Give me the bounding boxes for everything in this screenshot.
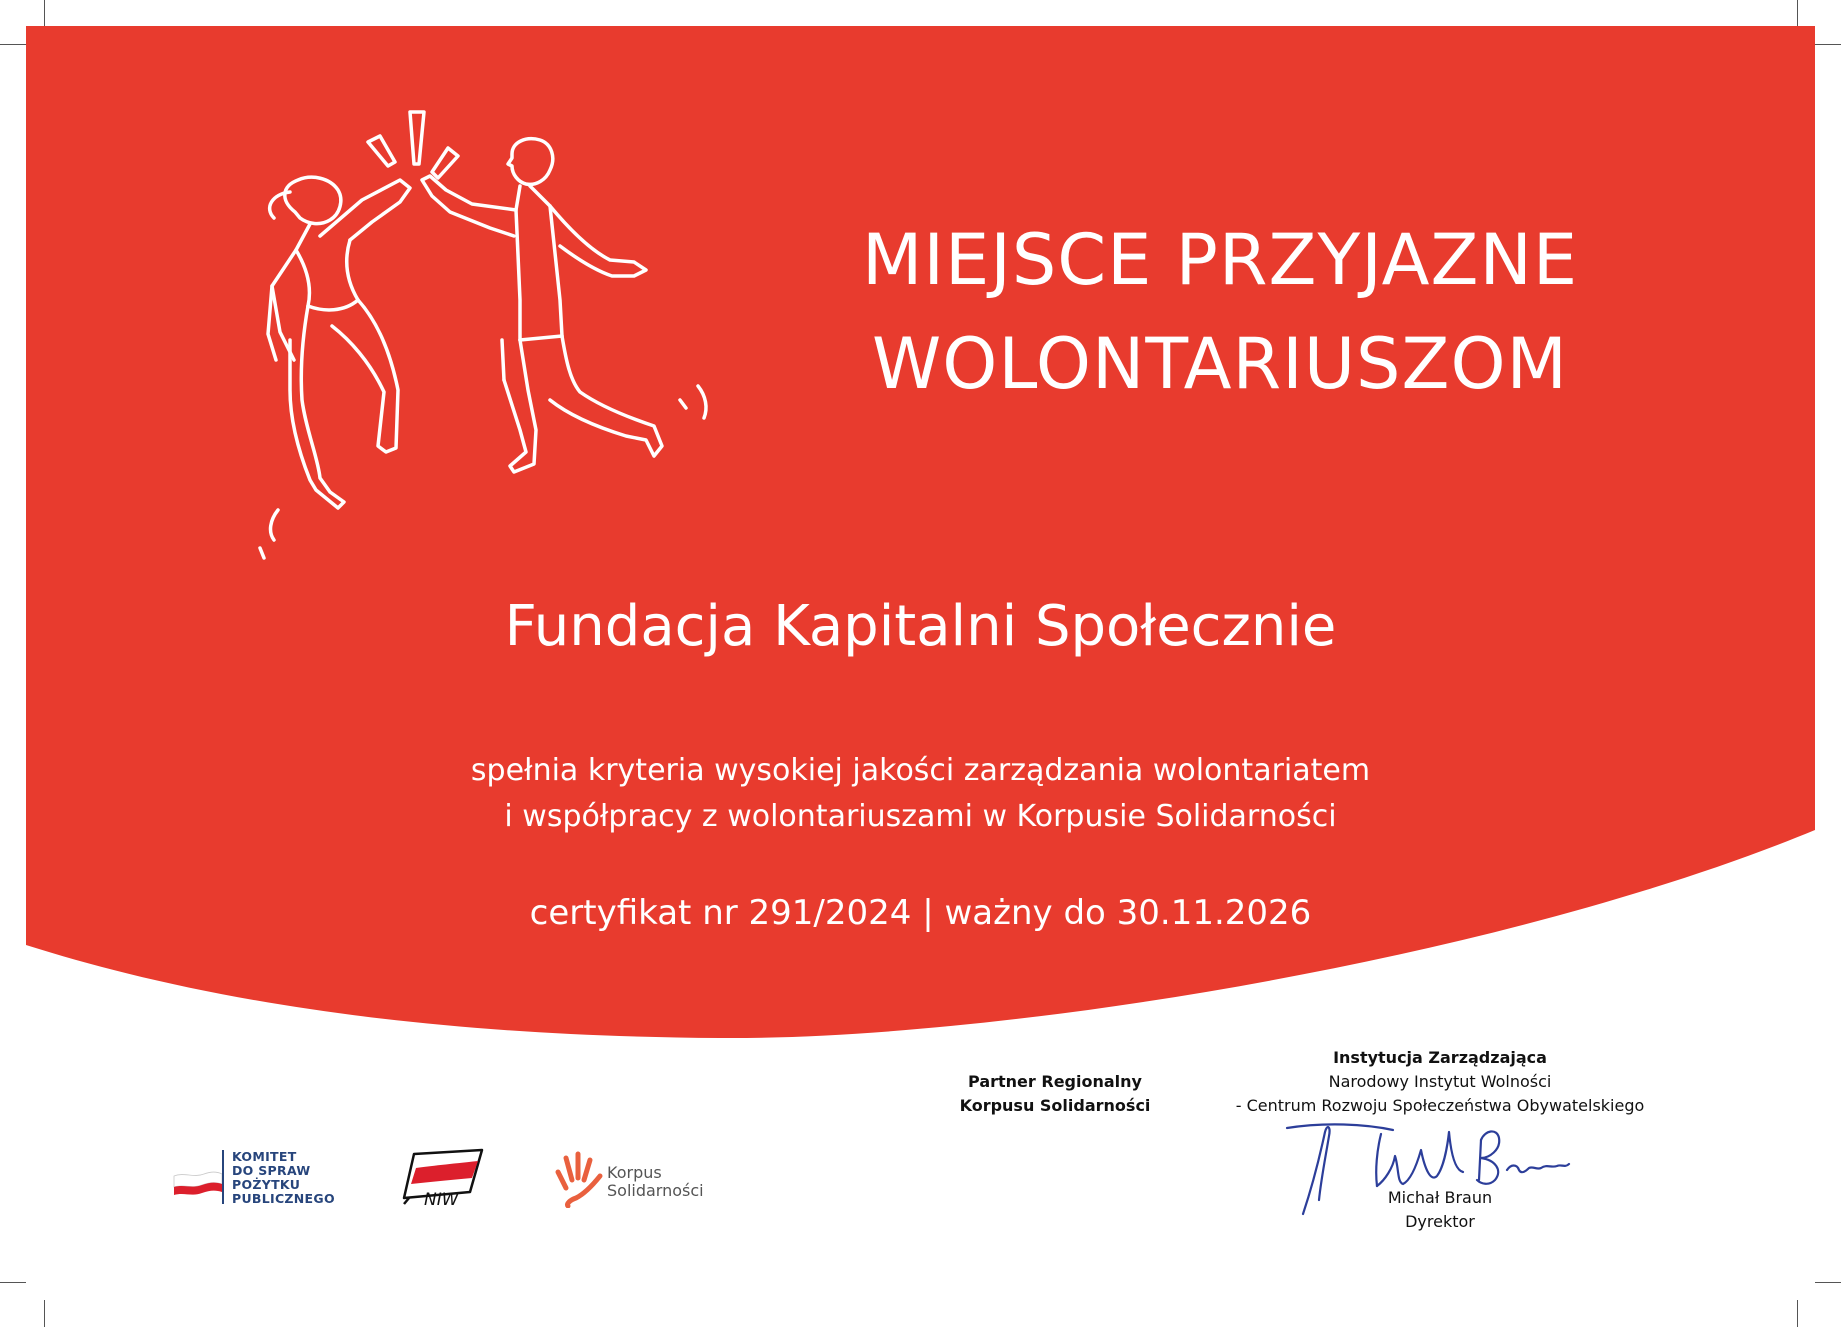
- kpp-line: KOMITET: [232, 1149, 297, 1164]
- managing-institution: [1200, 1046, 1680, 1118]
- korpus-line: Korpus: [607, 1163, 662, 1182]
- niw-logo-icon: [400, 1148, 486, 1206]
- korpus-line: Solidarności: [607, 1181, 704, 1200]
- korpus-logo-text: [607, 1164, 704, 1200]
- certificate-number: certyfikat nr 291/2024 | ważny do 30.11.2026: [529, 893, 1312, 933]
- partner-line: Partner Regionalny: [968, 1072, 1142, 1091]
- criteria-line: i współpracy z wolontariuszami w Korpusie Solidarności: [504, 799, 1337, 834]
- signer-role: Dyrektor: [1405, 1212, 1475, 1231]
- high-five-illustration-icon: [250, 100, 730, 570]
- regional-partner: [935, 1070, 1175, 1118]
- title-line: WOLONTARIUSZOM: [872, 323, 1568, 405]
- title-line: MIEJSCE PRZYJAZNE: [861, 219, 1579, 301]
- signer: [1340, 1186, 1540, 1234]
- criteria-text: [0, 748, 1841, 840]
- polish-flag-icon: [172, 1162, 224, 1202]
- niw-text: NIW: [424, 1190, 459, 1206]
- kpp-line: POŻYTKU: [232, 1177, 301, 1192]
- partner-line: Korpusu Solidarności: [959, 1096, 1151, 1115]
- signer-name: Michał Braun: [1387, 1188, 1493, 1207]
- certificate-title: [820, 208, 1620, 416]
- kpp-line: PUBLICZNEGO: [232, 1191, 335, 1206]
- institution-line: Narodowy Instytut Wolności: [1328, 1072, 1552, 1091]
- kpp-divider: [222, 1150, 224, 1204]
- korpus-hand-icon: [550, 1150, 606, 1208]
- kpp-line: DO SPRAW: [232, 1163, 311, 1178]
- criteria-line: spełnia kryteria wysokiej jakości zarządzania wolontariatem: [470, 753, 1371, 788]
- institution-line: - Centrum Rozwoju Społeczeństwa Obywatelskiego: [1235, 1096, 1645, 1115]
- institution-heading: Instytucja Zarządzająca: [1333, 1048, 1547, 1067]
- kpp-logo-text: [232, 1150, 335, 1206]
- organization-name: Fundacja Kapitalni Społecznie: [504, 594, 1337, 659]
